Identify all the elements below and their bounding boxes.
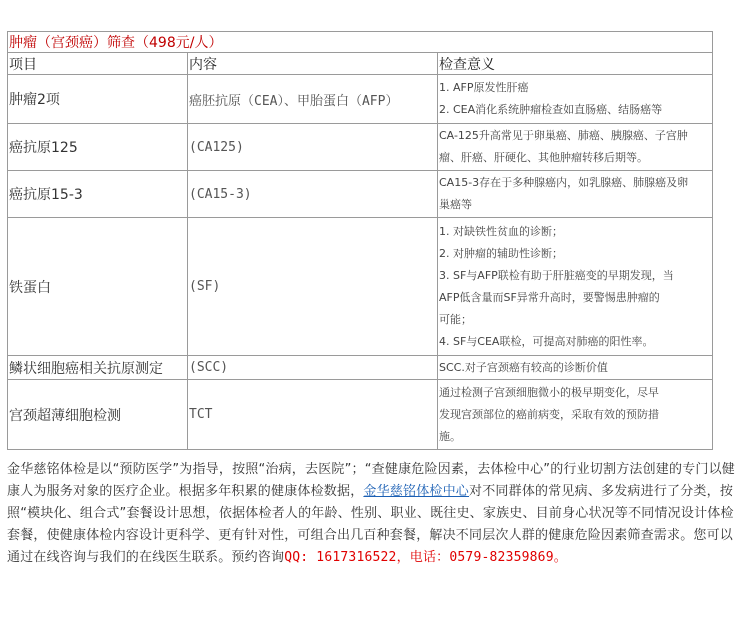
meaning-line: 2. CEA消化系统肿瘤检查如直肠癌、结肠癌等	[439, 103, 663, 116]
row-meaning	[438, 171, 713, 218]
row-meaning	[438, 124, 713, 171]
contact-info: QQ: 1617316522，电话：0579-82359869。	[284, 550, 567, 565]
meaning-line: 可能；	[439, 312, 472, 326]
table-row	[8, 356, 713, 380]
meaning-line: 3. SF与AFP联检有助于肝脏癌变的早期发现，当	[439, 268, 674, 282]
table-row	[8, 218, 713, 356]
meaning-line: 1. AFP原发性肝癌	[439, 81, 529, 94]
row-content: (CA125)	[188, 124, 438, 171]
row-content: 癌胚抗原（CEA）、甲胎蛋白（AFP）	[188, 75, 438, 124]
meaning-line: 4. SF与CEA联检，可提高对肺癌的阳性率。	[439, 334, 654, 348]
header-content: 内容	[188, 53, 438, 75]
paragraph-text-continued: 对不同群体的常见病、多发病进行了分类，按照“模块化、组合式”套餐设计思想，依据体检者人的年龄、性别、职业、既往史、家族史、目前身心状况等不同情况设计体检套餐，使健康体检内容设计更科学、更有针对性，可组合出几百种套餐，解决不同层次人群的健康危险因素筛查需求。您可以通过在线咨询与我们的在线医生联系。预约咨询	[7, 484, 734, 565]
row-content: (SCC)	[188, 356, 438, 380]
row-meaning	[438, 356, 713, 380]
table-title: 肿瘤（宫颈癌）筛查（498元/人）	[8, 32, 713, 53]
meaning-line: 巢癌等	[439, 198, 472, 211]
meaning-line: 发现宫颈部位的癌前病变，采取有效的预防措	[439, 407, 659, 421]
center-link[interactable]: 金华慈铭体检中心	[363, 484, 470, 499]
screening-table-container	[7, 31, 712, 450]
meaning-line: AFP低含量而SF异常升高时，要警惕患肿瘤的	[439, 290, 660, 304]
row-item: 肿瘤2项	[8, 75, 188, 124]
meaning-line: 通过检测子宫颈细胞微小的极早期变化，尽早	[439, 385, 659, 399]
table-row	[8, 380, 713, 450]
header-item: 项目	[8, 53, 188, 75]
row-item: 癌抗原15-3	[8, 171, 188, 218]
table-title-row	[8, 32, 713, 53]
table-row	[8, 124, 713, 171]
paragraph-text: 金华慈铭体检是以“预防医学”为指导，按照“治病，去医院”；“查健康危险因素，去体检中心”的行业切割方法创建的专门以健康人为服务对象的医疗企业。根据多年积累的健康体检数据，	[7, 462, 736, 499]
row-meaning	[438, 218, 713, 356]
row-item: 鳞状细胞癌相关抗原测定	[8, 356, 188, 380]
row-item: 癌抗原125	[8, 124, 188, 171]
meaning-line: 2. 对肿瘤的辅助性诊断；	[439, 246, 563, 260]
header-meaning: 检查意义	[438, 53, 713, 75]
row-item: 铁蛋白	[8, 218, 188, 356]
meaning-line: 施。	[439, 429, 461, 443]
meaning-line: CA15-3存在于多种腺癌内，如乳腺癌、肺腺癌及卵	[439, 176, 689, 189]
row-content: (CA15-3)	[188, 171, 438, 218]
meaning-line: SCC.对子宫颈癌有较高的诊断价值	[439, 360, 608, 374]
table-row	[8, 171, 713, 218]
meaning-line: 1. 对缺铁性贫血的诊断；	[439, 224, 563, 238]
row-content: TCT	[188, 380, 438, 450]
row-meaning	[438, 75, 713, 124]
meaning-line: CA-125升高常见于卵巢癌、肺癌、胰腺癌、子宫肿	[439, 129, 688, 142]
intro-paragraph	[7, 459, 737, 569]
row-content: (SF)	[188, 218, 438, 356]
row-item: 宫颈超薄细胞检测	[8, 380, 188, 450]
table-header-row	[8, 53, 713, 75]
screening-table	[7, 31, 713, 450]
table-row	[8, 75, 713, 124]
meaning-line: 瘤、肝癌、肝硬化、其他肿瘤转移后期等。	[439, 151, 648, 164]
row-meaning	[438, 380, 713, 450]
